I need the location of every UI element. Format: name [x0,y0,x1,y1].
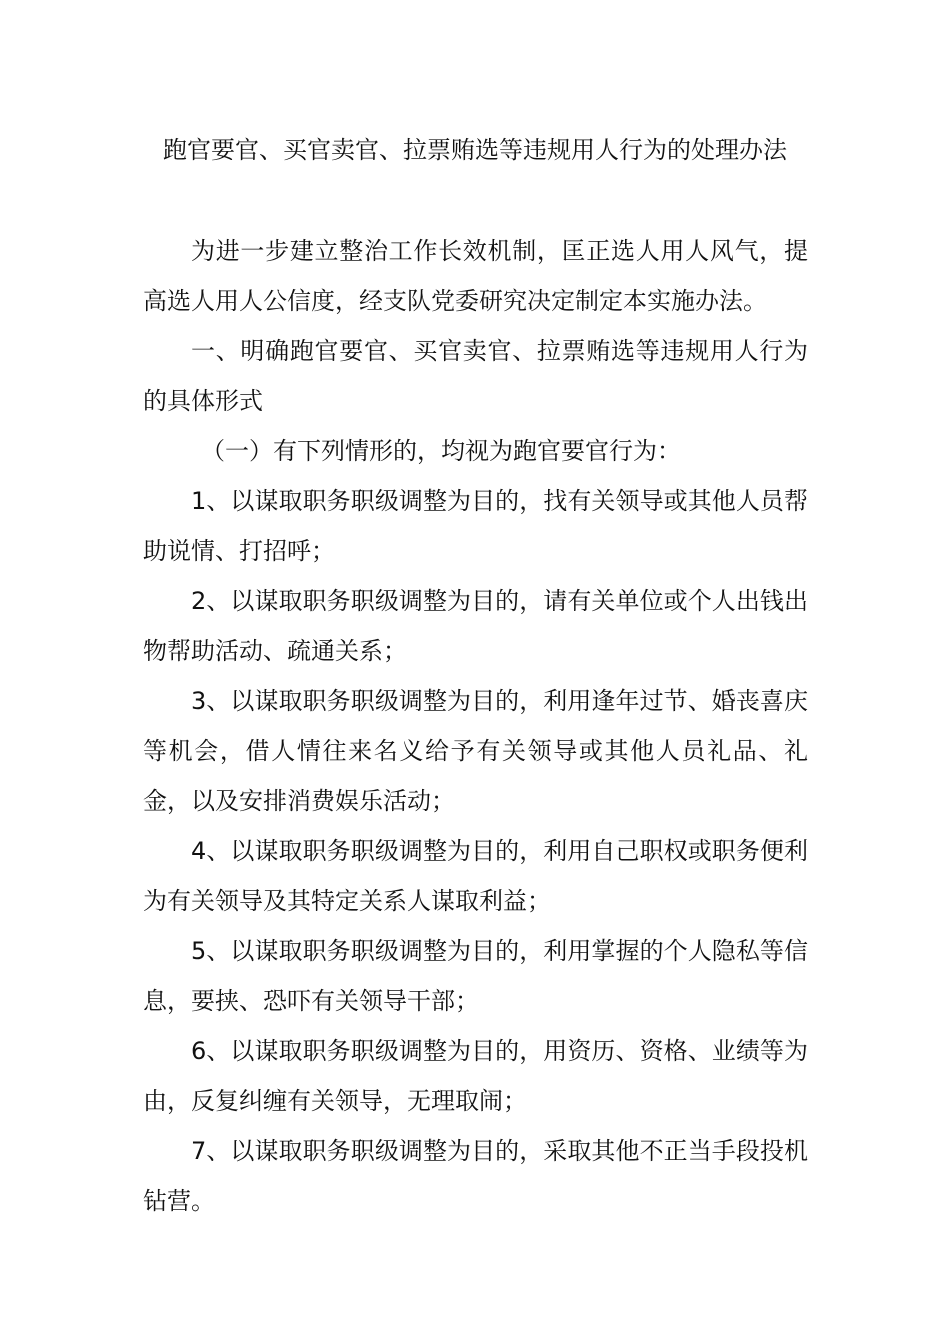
paragraph-item-4: 4、以谋取职务职级调整为目的，利用自己职权或职务便利为有关领导及其特定关系人谋取利益； [143,837,808,915]
document-body [143,226,808,1226]
paragraph-item-5: 5、以谋取职务职级调整为目的，利用掌握的个人隐私等信息，要挟、恐吓有关领导干部； [143,937,808,1015]
paragraph-section-heading: 一、明确跑官要官、买官卖官、拉票贿选等违规用人行为的具体形式 [143,337,808,415]
paragraph-intro: 为进一步建立整治工作长效机制，匡正选人用人风气，提高选人用人公信度，经支队党委研究决定制定本实施办法。 [143,237,808,315]
paragraph-subsection-heading: （一）有下列情形的，均视为跑官要官行为： [201,437,681,465]
paragraph-item-6: 6、以谋取职务职级调整为目的，用资历、资格、业绩等为由，反复纠缠有关领导，无理取闹； [143,1037,808,1115]
document-title: 跑官要官、买官卖官、拉票贿选等违规用人行为的处理办法 [163,136,787,164]
paragraph-item-7: 7、以谋取职务职级调整为目的，采取其他不正当手段投机钻营。 [143,1137,808,1215]
paragraph-item-1: 1、以谋取职务职级调整为目的，找有关领导或其他人员帮助说情、打招呼； [143,487,808,565]
paragraph-item-3: 3、以谋取职务职级调整为目的，利用逢年过节、婚丧喜庆等机会，借人情往来名义给予有关领导或其他人员礼品、礼金，以及安排消费娱乐活动； [143,687,808,815]
paragraph-item-2: 2、以谋取职务职级调整为目的，请有关单位或个人出钱出物帮助活动、疏通关系； [143,587,808,665]
